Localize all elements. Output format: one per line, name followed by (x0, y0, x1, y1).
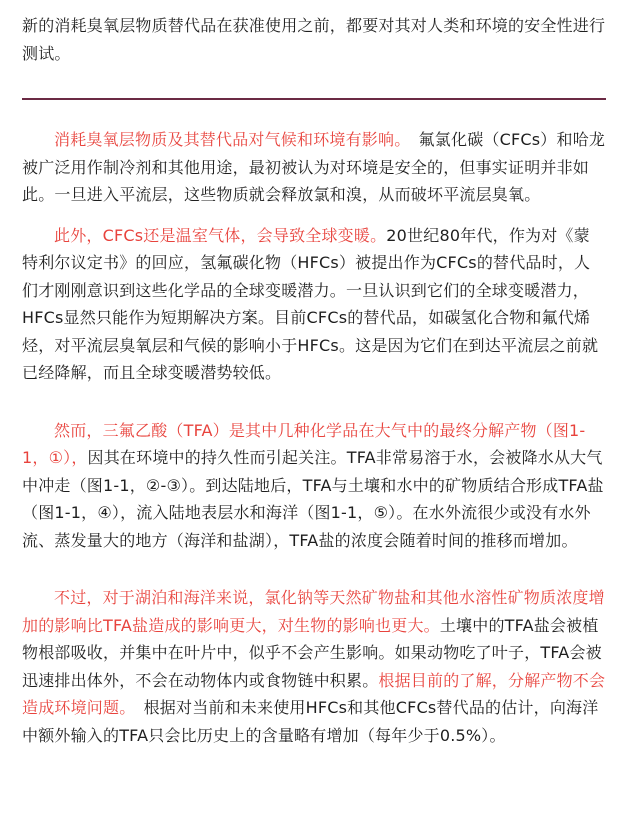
article-body (22, 126, 606, 749)
highlight-text: 然而，三氟乙酸（TFA）是其中几种化学品在大气中的最终分解产物（图1-1，①）， (22, 420, 586, 467)
body-text: 因其在环境中的持久性而引起关注。TFA非常易溶于水，会被降水从大气中冲走（图1-1，②-③）。到达陆地后，TFA与土壤和水中的矿物质结合形成TFA盐（图1-1，④），流入陆地表层水和海洋（图1-1，⑤）。在水外流很少或没有水外流、蒸发量大的地方（海洋和盐湖），TFA盐的浓度会随着时间的推移而增加。 (22, 448, 604, 550)
highlight-text: 此外，CFCs还是温室气体，会导致全球变暖。 (54, 225, 387, 245)
intro-text: 新的消耗臭氧层物质替代品在获准使用之前，都要对其对人类和环境的安全性进行测试。 (22, 16, 606, 63)
highlight-text: 根据目前的了解，分解产物不会造成环境问题。 (22, 670, 606, 717)
body-text: 氟氯化碳（CFCs）和哈龙被广泛用作制冷剂和其他用途，最初被认为对环境是安全的，但事实证明并非如此。一旦进入平流层，这些物质就会释放氯和溴，从而破坏平流层臭氧。 (22, 130, 606, 204)
section-divider (22, 98, 606, 100)
highlight-text: 消耗臭氧层物质及其替代品对气候和环境有影响。 (54, 130, 403, 149)
highlight-text: 不过，对于湖泊和海洋来说，氯化钠等天然矿物盐和其他水溶性矿物质浓度增加的影响比TFA盐造成的影响更大，对生物的影响也更大。 (22, 588, 605, 635)
body-text: 20世纪80年代，作为对《蒙特利尔议定书》的回应，氢氟碳化物（HFCs）被提出作为CFCs的替代品时，人们才刚刚意识到这些化学品的全球变暖潜力。一旦认识到它们的全球变暖潜力，HFCs显然只能作为短期解决方案。目前CFCs的替代品，如碳氢化合物和氟代烯烃，对平流层臭氧层和气候的影响小于HFCs。这是因为它们在到达平流层之前就已经降解，而且全球变暖潜势较低。 (22, 225, 599, 382)
paragraph-global-warming (22, 222, 606, 387)
body-text: 根据对当前和未来使用HFCs和其他CFCs替代品的估计，向海洋中额外输入的TFA只会比历史上的含量略有增加（每年少于0.5%）。 (22, 698, 599, 745)
paragraph-ozone-impact (22, 126, 606, 209)
paragraph-tfa-salts (22, 584, 606, 749)
paragraph-tfa (22, 417, 606, 555)
body-text: 土壤中的TFA盐会被植物根部吸收，并集中在叶片中，似乎不会产生影响。如果动物吃了叶子，TFA会被迅速排出体外，不会在动物体内或食物链中积累。 (22, 615, 602, 690)
